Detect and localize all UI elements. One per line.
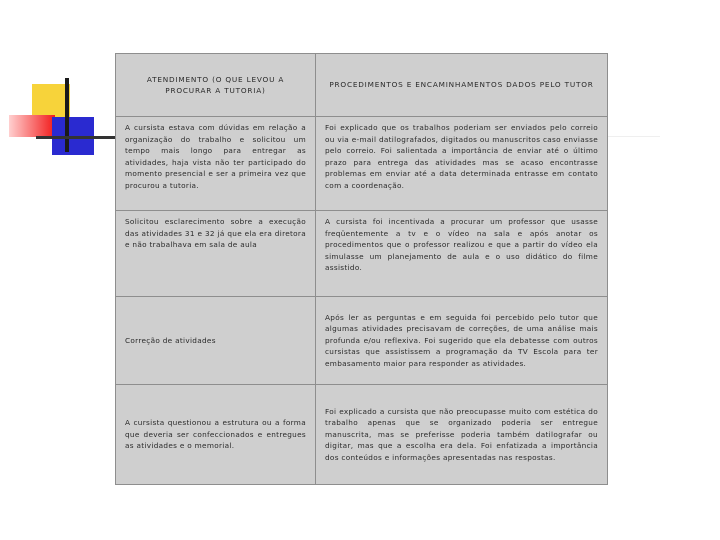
decor-vertical-line	[65, 78, 69, 152]
header-atendimento: ATENDIMENTO (O QUE LEVOU A PROCURAR A TUTORIA)	[116, 54, 316, 117]
tutoring-table	[115, 53, 608, 485]
table-row	[116, 211, 608, 297]
atendimento-cell: Correção de atividades	[116, 297, 316, 385]
procedimento-cell: Foi explicado que os trabalhos poderiam ser enviados pelo correio ou via e-mail datilografados, digitados ou manuscritos caso enviasse pelo correio. Foi salientada a importância de enviar até o último prazo para entrega das atividades mas se acaso encontrasse problemas em enviar até a data determinada entrasse em contato com a coordenação.	[316, 117, 608, 211]
header-procedimentos: PROCEDIMENTOS E ENCAMINHAMENTOS DADOS PELO TUTOR	[316, 54, 608, 117]
table-header-row	[116, 54, 608, 117]
procedimento-cell: Foi explicado a cursista que não preocupasse muito com estética do trabalho apenas que se organizado poderia ser entregue manuscrita, mas se preferisse poderia também datilografar ou digitar, mas que a escolha era dela. Foi enfatizada a importância dos conteúdos e informações apresentadas nas respostas.	[316, 385, 608, 485]
table-row	[116, 117, 608, 211]
decor-horizontal-line	[36, 136, 120, 139]
atendimento-cell: A cursista estava com dúvidas em relação a organização do trabalho e solicitou um tempo mais longo para entregar as atividades, haja vista não ter participado do momento presencial e ser a primeira vez que procurou a tutoria.	[116, 117, 316, 211]
decor-red-bar	[9, 115, 55, 137]
atendimento-cell: Solicitou esclarecimento sobre a execução das atividades 31 e 32 já que ela era diretora e não trabalhava em sala de aula	[116, 211, 316, 297]
atendimento-cell: A cursista questionou a estrutura ou a forma que deveria ser confeccionados e entregues as atividades e o memorial.	[116, 385, 316, 485]
table-row	[116, 297, 608, 385]
procedimento-cell: Após ler as perguntas e em seguida foi percebido pelo tutor que algumas atividades precisavam de correções, de uma análise mais profunda e/ou reflexiva. Foi sugerido que ela debatesse com outros cursistas que assistissem a programação da TV Escola para ter embasamento maior para responder as atividades.	[316, 297, 608, 385]
procedimento-cell: A cursista foi incentivada a procurar um professor que usasse freqüentemente a tv e o vídeo na sala e após anotar os procedimentos que o professor realizou e que a partir do vídeo ela simulasse um planejamento de aula e o uso didático do filme assistido.	[316, 211, 608, 297]
table-row	[116, 385, 608, 485]
